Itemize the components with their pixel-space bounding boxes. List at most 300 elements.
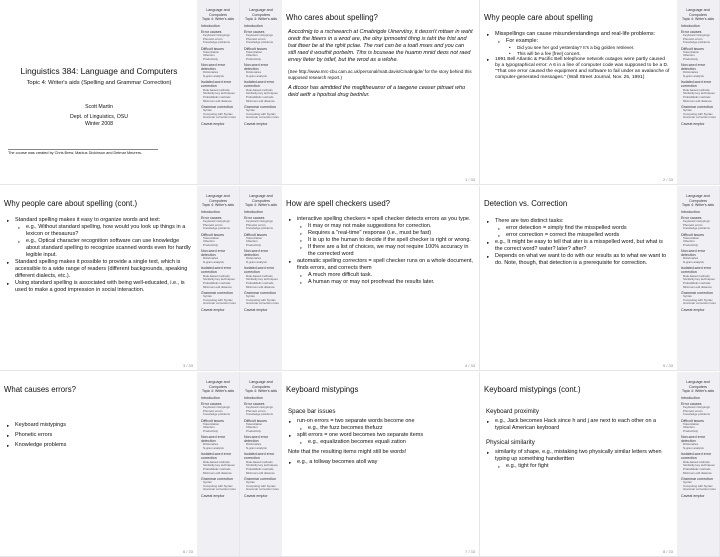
- sidebar-subsection[interactable]: Similarity key techniques: [246, 277, 278, 282]
- sidebar-subsection[interactable]: Phonetic errors: [683, 222, 703, 227]
- sidebar-section-heading[interactable]: Non-word error detection: [244, 63, 269, 72]
- sidebar-section[interactable]: [679, 291, 717, 306]
- sidebar-subsection[interactable]: Knowledge problems: [683, 40, 710, 45]
- sidebar-section[interactable]: [679, 30, 717, 45]
- sidebar-subsection[interactable]: Knowledge problems: [246, 412, 273, 417]
- sidebar-section-heading[interactable]: Error causes: [201, 29, 222, 34]
- sidebar-subsection[interactable]: Probabilistic methods: [203, 280, 231, 285]
- sidebar-subsection[interactable]: Keyboard mistypings: [203, 404, 230, 409]
- sidebar-subsection[interactable]: N-gram analysis: [203, 260, 224, 265]
- sidebar-section-heading[interactable]: Error causes: [244, 215, 265, 220]
- slide-number: 1 / 33: [464, 177, 475, 182]
- sidebar-section-heading[interactable]: Isolated-word error correction: [681, 266, 712, 275]
- sidebar-subsection[interactable]: Syntax: [683, 107, 692, 112]
- sidebar-subsection[interactable]: Inflection: [203, 239, 215, 244]
- sidebar-section[interactable]: [199, 435, 237, 451]
- sidebar-subsection[interactable]: Probabilistic methods: [683, 466, 711, 471]
- sidebar-section-heading[interactable]: Caveat emptor: [244, 121, 268, 126]
- sidebar-subsection[interactable]: Syntax: [203, 479, 212, 484]
- sidebar-section-heading[interactable]: Error causes: [244, 401, 265, 406]
- sidebar-section-heading[interactable]: Caveat emptor: [244, 307, 268, 312]
- sidebar-subsection[interactable]: Keyboard mistypings: [246, 32, 273, 37]
- sidebar-subsection[interactable]: Phonetic errors: [683, 408, 703, 413]
- sidebar-sections: [240, 210, 282, 311]
- sidebar-section-heading[interactable]: Non-word error detection: [244, 249, 269, 258]
- sidebar-section[interactable]: [242, 452, 280, 475]
- sidebar-section-heading[interactable]: Caveat emptor: [681, 307, 705, 312]
- sidebar-subsection[interactable]: Tokenization: [246, 235, 263, 240]
- bullet: ▸ Standard spelling makes it possible to provide a single text, which is accessible to a wide range of readers (different backgrounds, speaking different dialects, etc.).: [6, 259, 191, 280]
- slide-heading: Who cares about spelling?: [286, 13, 378, 22]
- sidebar-subsection[interactable]: Probabilistic methods: [246, 466, 274, 471]
- sidebar-section-heading[interactable]: Difficult issues: [201, 46, 224, 51]
- sidebar-section[interactable]: [242, 477, 280, 492]
- sidebar-subsection[interactable]: Computing with Syntax: [203, 483, 233, 488]
- sidebar-subsection[interactable]: Phonetic errors: [246, 36, 266, 41]
- navigation-sidebar: [240, 372, 282, 557]
- sidebar-subsection[interactable]: Probabilistic methods: [246, 94, 274, 99]
- sidebar-section[interactable]: [199, 80, 237, 103]
- sidebar-section[interactable]: [242, 435, 280, 451]
- sidebar-subsection[interactable]: Computing with Syntax: [683, 111, 713, 116]
- sub-bullet: ▹ e.g., the fuzz becomes thefuzz: [299, 425, 473, 432]
- sidebar-subsection[interactable]: N-gram analysis: [683, 260, 704, 265]
- sidebar-subsection[interactable]: Similarity key techniques: [203, 91, 235, 96]
- sidebar-subsection[interactable]: N-gram analysis: [246, 260, 267, 265]
- sidebar-section[interactable]: [242, 249, 280, 265]
- sidebar-subsection[interactable]: Probabilistic methods: [683, 280, 711, 285]
- slide-why-care: [480, 0, 720, 185]
- sidebar-subsection[interactable]: Dictionaries: [246, 442, 262, 447]
- sidebar-section[interactable]: [199, 249, 237, 265]
- sidebar-subsection[interactable]: Rule-based methods: [683, 87, 710, 92]
- sidebar-section[interactable]: [242, 308, 280, 312]
- sidebar-subsection[interactable]: Minimum edit distance: [246, 98, 275, 103]
- slide-who-cares: [240, 0, 480, 185]
- sidebar-subsection[interactable]: Phonetic errors: [246, 408, 266, 413]
- sidebar-subsection[interactable]: Computing with Syntax: [246, 483, 276, 488]
- navigation-sidebar: [197, 186, 239, 371]
- sidebar-subsection[interactable]: Rule-based methods: [683, 459, 710, 464]
- sidebar-subsection[interactable]: Minimum edit distance: [246, 470, 275, 475]
- sidebar-section[interactable]: [199, 210, 237, 214]
- sidebar-subsection[interactable]: Syntax: [683, 293, 692, 298]
- bullet: [486, 31, 671, 57]
- source-note: (See http://www.mrc-cbu.cam.ac.uk/personal/matt.davis/Cmabrigde/ for the story behind this supposed research report.): [288, 69, 472, 80]
- sidebar-section[interactable]: [199, 494, 237, 498]
- sidebar-sections: [677, 396, 719, 497]
- sidebar-section-heading[interactable]: Difficult issues: [681, 232, 704, 237]
- sidebar-section[interactable]: [242, 396, 280, 400]
- sidebar-subsection[interactable]: Similarity key techniques: [246, 91, 278, 96]
- sidebar-subsection[interactable]: N-gram analysis: [246, 446, 267, 451]
- sidebar-subsection[interactable]: Knowledge problems: [246, 226, 273, 231]
- sidebar-section[interactable]: [679, 494, 717, 498]
- sidebar-section-heading[interactable]: Caveat emptor: [681, 121, 705, 126]
- sidebar-subsection[interactable]: Keyboard mistypings: [683, 218, 710, 223]
- slide-number: 6 / 33: [182, 549, 193, 554]
- sidebar-section-heading[interactable]: Grammar correction: [201, 476, 233, 481]
- bullet-text: interactive spelling checkers = spell checker detects errors as you type.: [297, 216, 471, 222]
- sidebar-section-heading[interactable]: Introduction: [244, 24, 263, 29]
- sidebar-section[interactable]: [679, 24, 717, 28]
- sidebar-subsection[interactable]: N-gram analysis: [203, 74, 224, 79]
- sidebar-section-heading[interactable]: Non-word error detection: [201, 249, 226, 258]
- sidebar-section[interactable]: [242, 122, 280, 126]
- sidebar-course-title: Language and Computers: [686, 194, 710, 203]
- sidebar-subsection[interactable]: Productivity: [683, 57, 698, 62]
- slide-heading: How are spell checkers used?: [286, 199, 391, 208]
- sidebar-section-heading[interactable]: Non-word error detection: [201, 63, 226, 72]
- sidebar-subsection[interactable]: Computing with Syntax: [203, 297, 233, 302]
- title-slide-subtitle: Topic 4: Writer's aids (Spelling and Grammar Correction): [26, 80, 172, 86]
- sidebar-subsection[interactable]: Syntax: [246, 479, 255, 484]
- sidebar-section[interactable]: [199, 30, 237, 45]
- sidebar-subsection[interactable]: Syntax: [246, 293, 255, 298]
- sidebar-section-heading[interactable]: Difficult issues: [244, 46, 267, 51]
- sidebar-section[interactable]: [679, 266, 717, 289]
- sidebar-section-heading[interactable]: Difficult issues: [244, 232, 267, 237]
- slide-heading: What causes errors?: [4, 385, 76, 394]
- list-item: ▸ Keyboard mistypings: [6, 422, 191, 429]
- sidebar-section[interactable]: [199, 122, 237, 126]
- sidebar-section-heading[interactable]: Grammar correction: [681, 290, 713, 295]
- sidebar-section[interactable]: [199, 452, 237, 475]
- sidebar-subsection[interactable]: Grammar correction rules: [203, 301, 236, 306]
- sidebar-subsection[interactable]: Inflection: [683, 53, 695, 58]
- sidebar-section[interactable]: [679, 249, 717, 265]
- sidebar-section[interactable]: [199, 105, 237, 120]
- sidebar-section[interactable]: [242, 63, 280, 79]
- slide-keyboard-mistypings-cont: [480, 372, 720, 557]
- sidebar-subsection[interactable]: N-gram analysis: [203, 446, 224, 451]
- sidebar-section[interactable]: [199, 24, 237, 28]
- sidebar-section-heading[interactable]: Introduction: [244, 210, 263, 215]
- sidebar-course-title: Language and Computers: [206, 380, 230, 389]
- sidebar-subsection[interactable]: Grammar correction rules: [246, 115, 279, 120]
- sidebar-section-heading[interactable]: Non-word error detection: [681, 435, 706, 444]
- sidebar-topic: Topic 4: Writer's aids: [201, 389, 235, 394]
- sidebar-subsection[interactable]: Rule-based methods: [246, 87, 273, 92]
- sidebar-subsection[interactable]: Rule-based methods: [683, 273, 710, 278]
- sidebar-section-heading[interactable]: Non-word error detection: [681, 249, 706, 258]
- sidebar-section[interactable]: [242, 80, 280, 103]
- sidebar-section[interactable]: [199, 477, 237, 492]
- sidebar-subsection[interactable]: Inflection: [246, 425, 258, 430]
- sidebar-section[interactable]: [242, 24, 280, 28]
- sidebar-subsection[interactable]: Minimum edit distance: [203, 470, 232, 475]
- sidebar-section-heading[interactable]: Introduction: [201, 396, 220, 401]
- sidebar-subsection[interactable]: Keyboard mistypings: [246, 218, 273, 223]
- sidebar-subsection[interactable]: Dictionaries: [203, 442, 219, 447]
- sidebar-section-heading[interactable]: Difficult issues: [201, 232, 224, 237]
- sidebar-subsection[interactable]: Rule-based methods: [203, 87, 230, 92]
- sidebar-course-title: Language and Computers: [249, 194, 273, 203]
- sidebar-section-heading[interactable]: Caveat emptor: [201, 493, 225, 498]
- sidebar-section[interactable]: [199, 291, 237, 306]
- sidebar-course-title: Language and Computers: [686, 380, 710, 389]
- sidebar-subsection[interactable]: Minimum edit distance: [683, 470, 712, 475]
- sidebar-subsection[interactable]: Dictionaries: [246, 256, 262, 261]
- sidebar-section-heading[interactable]: Isolated-word error correction: [201, 80, 232, 89]
- sidebar-section-heading[interactable]: Difficult issues: [681, 46, 704, 51]
- sidebar-subsection[interactable]: Dictionaries: [683, 256, 699, 261]
- sidebar-section-heading[interactable]: Error causes: [681, 215, 702, 220]
- bullet: [288, 432, 473, 446]
- sidebar-subsection[interactable]: Dictionaries: [203, 70, 219, 75]
- sidebar-subsection[interactable]: Dictionaries: [683, 442, 699, 447]
- sidebar-section[interactable]: [199, 47, 237, 62]
- sidebar-subsection[interactable]: Tokenization: [203, 421, 220, 426]
- sidebar-subsection[interactable]: Keyboard mistypings: [683, 404, 710, 409]
- sidebar-section-heading[interactable]: Caveat emptor: [244, 493, 268, 498]
- sidebar-section[interactable]: [679, 402, 717, 417]
- sidebar-subsection[interactable]: Rule-based methods: [203, 459, 230, 464]
- sidebar-section[interactable]: [679, 122, 717, 126]
- sidebar-subsection[interactable]: Computing with Syntax: [683, 297, 713, 302]
- sidebar-subsection[interactable]: Similarity key techniques: [203, 277, 235, 282]
- navigation-sidebar: [677, 372, 719, 557]
- sidebar-section[interactable]: [199, 216, 237, 231]
- sidebar-section[interactable]: [199, 266, 237, 289]
- sidebar-subsection[interactable]: Computing with Syntax: [683, 483, 713, 488]
- sidebar-section-heading[interactable]: Non-word error detection: [201, 435, 226, 444]
- sidebar-subsection[interactable]: Knowledge problems: [683, 226, 710, 231]
- sidebar-subsection[interactable]: Similarity key techniques: [683, 277, 715, 282]
- sidebar-subsection[interactable]: Keyboard mistypings: [203, 32, 230, 37]
- sidebar-section-heading[interactable]: Error causes: [201, 215, 222, 220]
- sidebar-subsection[interactable]: Phonetic errors: [203, 408, 223, 413]
- title-slide-date: Winter 2008: [85, 121, 113, 127]
- sidebar-section[interactable]: [199, 308, 237, 312]
- sidebar-subsection[interactable]: Phonetic errors: [683, 36, 703, 41]
- sidebar-subsection[interactable]: Productivity: [246, 243, 261, 248]
- sidebar-section[interactable]: [679, 419, 717, 434]
- sidebar-section[interactable]: [242, 233, 280, 248]
- sidebar-subsection[interactable]: Tokenization: [246, 49, 263, 54]
- sidebar-section[interactable]: [679, 435, 717, 451]
- sidebar-section-heading[interactable]: Grammar correction: [681, 104, 713, 109]
- sidebar-subsection[interactable]: Inflection: [203, 53, 215, 58]
- sidebar-section-heading[interactable]: Caveat emptor: [201, 121, 225, 126]
- sidebar-subsection[interactable]: Probabilistic methods: [203, 466, 231, 471]
- sidebar-section[interactable]: [679, 80, 717, 103]
- sidebar-subsection[interactable]: Phonetic errors: [203, 36, 223, 41]
- sidebar-subsection[interactable]: Computing with Syntax: [246, 111, 276, 116]
- sidebar-section-heading[interactable]: Caveat emptor: [201, 307, 225, 312]
- bullet: ▸ e.g., It might be easy to tell that ater is a misspelled word, but what is the correct word? water? later? after?: [486, 239, 671, 253]
- sidebar-section[interactable]: [199, 419, 237, 434]
- list-item: ▸ Phonetic errors: [6, 432, 191, 439]
- sidebar-section-heading[interactable]: Difficult issues: [681, 418, 704, 423]
- sidebar-subsection[interactable]: Grammar correction rules: [683, 487, 716, 492]
- sidebar-section[interactable]: [242, 216, 280, 231]
- sidebar-subsection[interactable]: Computing with Syntax: [203, 111, 233, 116]
- sidebar-subsection[interactable]: Dictionaries: [203, 256, 219, 261]
- sidebar-section[interactable]: [679, 47, 717, 62]
- sidebar-section-heading[interactable]: Difficult issues: [244, 418, 267, 423]
- sidebar-section-heading[interactable]: Isolated-word error correction: [244, 266, 275, 275]
- sidebar-subsection[interactable]: Keyboard mistypings: [246, 404, 273, 409]
- sidebar-topic: Topic 4: Writer's aids: [244, 17, 278, 22]
- sidebar-subsection[interactable]: N-gram analysis: [683, 74, 704, 79]
- sidebar-subsection[interactable]: Tokenization: [203, 49, 220, 54]
- sidebar-subsection[interactable]: Syntax: [246, 107, 255, 112]
- sidebar-subsection[interactable]: Knowledge problems: [203, 412, 230, 417]
- sidebar-section[interactable]: [242, 30, 280, 45]
- sidebar-section[interactable]: [679, 396, 717, 400]
- sub-bullet: [497, 38, 671, 57]
- sidebar-section[interactable]: [199, 233, 237, 248]
- sidebar-subsection[interactable]: Keyboard mistypings: [203, 218, 230, 223]
- sidebar-subsection[interactable]: Inflection: [246, 239, 258, 244]
- sidebar-section[interactable]: [242, 419, 280, 434]
- sidebar-subsection[interactable]: Tokenization: [683, 421, 700, 426]
- sidebar-subsection[interactable]: Tokenization: [203, 235, 220, 240]
- sidebar-subsection[interactable]: Tokenization: [683, 49, 700, 54]
- slide-keyboard-mistypings: [240, 372, 480, 557]
- sidebar-section-heading[interactable]: Error causes: [244, 29, 265, 34]
- slide-why-care-cont: [0, 186, 240, 371]
- sidebar-section-heading[interactable]: Isolated-word error correction: [244, 452, 275, 461]
- sidebar-section[interactable]: [242, 494, 280, 498]
- sidebar-subsection[interactable]: Keyboard mistypings: [683, 32, 710, 37]
- sidebar-subsection[interactable]: N-gram analysis: [683, 446, 704, 451]
- sidebar-subsection[interactable]: Grammar correction rules: [246, 301, 279, 306]
- sidebar-section-heading[interactable]: Non-word error detection: [681, 63, 706, 72]
- sidebar-subsection[interactable]: Grammar correction rules: [246, 487, 279, 492]
- sidebar-subsection[interactable]: Probabilistic methods: [246, 280, 274, 285]
- sidebar-section-heading[interactable]: Error causes: [681, 401, 702, 406]
- sidebar-section-heading[interactable]: Isolated-word error correction: [681, 452, 712, 461]
- sidebar-section-heading[interactable]: Isolated-word error correction: [201, 266, 232, 275]
- sidebar-subsection[interactable]: Rule-based methods: [203, 273, 230, 278]
- sidebar-section-heading[interactable]: Grammar correction: [201, 104, 233, 109]
- sidebar-subsection[interactable]: Minimum edit distance: [683, 284, 712, 289]
- sidebar-section[interactable]: [242, 47, 280, 62]
- sidebar-section[interactable]: [679, 210, 717, 214]
- sidebar-subsection[interactable]: Productivity: [203, 429, 218, 434]
- sidebar-subsection[interactable]: Syntax: [203, 107, 212, 112]
- sidebar-section[interactable]: [679, 452, 717, 475]
- sidebar-subsection[interactable]: Grammar correction rules: [203, 487, 236, 492]
- sidebar-section-heading[interactable]: Introduction: [681, 396, 700, 401]
- bullet: [486, 253, 671, 267]
- sidebar-subsection[interactable]: Dictionaries: [246, 70, 262, 75]
- sidebar-subsection[interactable]: Grammar correction rules: [683, 115, 716, 120]
- sidebar-subsection[interactable]: Computing with Syntax: [246, 297, 276, 302]
- sidebar-section-heading[interactable]: Grammar correction: [244, 104, 276, 109]
- sidebar-section[interactable]: [679, 216, 717, 231]
- sidebar-subsection[interactable]: Inflection: [683, 239, 695, 244]
- sidebar-section[interactable]: [679, 105, 717, 120]
- sidebar-subsection[interactable]: Syntax: [203, 293, 212, 298]
- sidebar-subsection[interactable]: Grammar correction rules: [683, 301, 716, 306]
- sidebar-section-heading[interactable]: Introduction: [201, 210, 220, 215]
- sidebar-section[interactable]: [679, 308, 717, 312]
- sidebar-subsection[interactable]: Knowledge problems: [246, 40, 273, 45]
- sidebar-section-heading[interactable]: Difficult issues: [201, 418, 224, 423]
- sidebar-subsection[interactable]: Inflection: [246, 53, 258, 58]
- sidebar-section-heading[interactable]: Grammar correction: [681, 476, 713, 481]
- sidebar-subsection[interactable]: Similarity key techniques: [246, 463, 278, 468]
- sidebar-subsection[interactable]: Productivity: [683, 243, 698, 248]
- sidebar-subsection[interactable]: Productivity: [203, 57, 218, 62]
- sub-bullet: ▹ A much more difficult task.: [299, 272, 473, 279]
- sidebar-section-heading[interactable]: Grammar correction: [244, 476, 276, 481]
- sidebar-section[interactable]: [199, 396, 237, 400]
- bullet-text: Standard spelling makes it easy to organize words and text:: [15, 217, 161, 223]
- sidebar-subsection[interactable]: N-gram analysis: [246, 74, 267, 79]
- sidebar-subsection[interactable]: Probabilistic methods: [203, 94, 231, 99]
- sidebar-section-heading[interactable]: Isolated-word error correction: [201, 452, 232, 461]
- sidebar-subsection[interactable]: Minimum edit distance: [203, 284, 232, 289]
- sidebar-section-heading[interactable]: Introduction: [681, 210, 700, 215]
- sidebar-subsection[interactable]: Inflection: [683, 425, 695, 430]
- sidebar-subsection[interactable]: Knowledge problems: [203, 226, 230, 231]
- sidebar-subsection[interactable]: Productivity: [683, 429, 698, 434]
- sidebar-subsection[interactable]: Similarity key techniques: [203, 463, 235, 468]
- sidebar-subsection[interactable]: Minimum edit distance: [203, 98, 232, 103]
- sidebar-subsection[interactable]: Productivity: [203, 243, 218, 248]
- sidebar-subsection[interactable]: Minimum edit distance: [246, 284, 275, 289]
- sidebar-section[interactable]: [679, 477, 717, 492]
- sidebar-section[interactable]: [242, 402, 280, 417]
- sidebar-section-heading[interactable]: Introduction: [244, 396, 263, 401]
- sidebar-section[interactable]: [242, 210, 280, 214]
- sidebar-subsection[interactable]: Tokenization: [246, 421, 263, 426]
- sidebar-section[interactable]: [199, 63, 237, 79]
- sidebar-subsection[interactable]: Syntax: [683, 479, 692, 484]
- sidebar-sections: [240, 24, 282, 125]
- sidebar-subsection[interactable]: Probabilistic methods: [683, 94, 711, 99]
- sidebar-subsection[interactable]: Minimum edit distance: [683, 98, 712, 103]
- section-heading: Space bar issues: [288, 408, 336, 415]
- sidebar-section-heading[interactable]: Error causes: [201, 401, 222, 406]
- sidebar-section[interactable]: [242, 266, 280, 289]
- sidebar-subsection[interactable]: Rule-based methods: [246, 459, 273, 464]
- sidebar-section-heading[interactable]: Introduction: [681, 24, 700, 29]
- sidebar-subsection[interactable]: Similarity key techniques: [683, 463, 715, 468]
- sidebar-section-heading[interactable]: Non-word error detection: [244, 435, 269, 444]
- sidebar-subsection[interactable]: Tokenization: [683, 235, 700, 240]
- sidebar-section-heading[interactable]: Grammar correction: [244, 290, 276, 295]
- sidebar-section[interactable]: [679, 63, 717, 79]
- slide-number: 8 / 33: [662, 549, 673, 554]
- sidebar-section[interactable]: [242, 291, 280, 306]
- sidebar-subsection[interactable]: Rule-based methods: [246, 273, 273, 278]
- sidebar-section-heading[interactable]: Error causes: [681, 29, 702, 34]
- sidebar-subsection[interactable]: Productivity: [246, 429, 261, 434]
- sidebar-section-heading[interactable]: Grammar correction: [201, 290, 233, 295]
- sidebar-subsection[interactable]: Grammar correction rules: [203, 115, 236, 120]
- sidebar-section-heading[interactable]: Caveat emptor: [681, 493, 705, 498]
- sidebar-subsection[interactable]: Similarity key techniques: [683, 91, 715, 96]
- sidebar-section[interactable]: [242, 105, 280, 120]
- sidebar-subsection[interactable]: Phonetic errors: [203, 222, 223, 227]
- sidebar-section[interactable]: [679, 233, 717, 248]
- sidebar-subsection[interactable]: Productivity: [246, 57, 261, 62]
- sidebar-subsection[interactable]: Knowledge problems: [203, 40, 230, 45]
- sidebar-subsection[interactable]: Phonetic errors: [246, 222, 266, 227]
- sidebar-section-heading[interactable]: Introduction: [201, 24, 220, 29]
- sidebar-subsection[interactable]: Dictionaries: [683, 70, 699, 75]
- sidebar-section[interactable]: [199, 402, 237, 417]
- sidebar-subsection[interactable]: Knowledge problems: [683, 412, 710, 417]
- sidebar-subsection[interactable]: Inflection: [203, 425, 215, 430]
- sidebar-section-heading[interactable]: Isolated-word error correction: [681, 80, 712, 89]
- sidebar-section-heading[interactable]: Isolated-word error correction: [244, 80, 275, 89]
